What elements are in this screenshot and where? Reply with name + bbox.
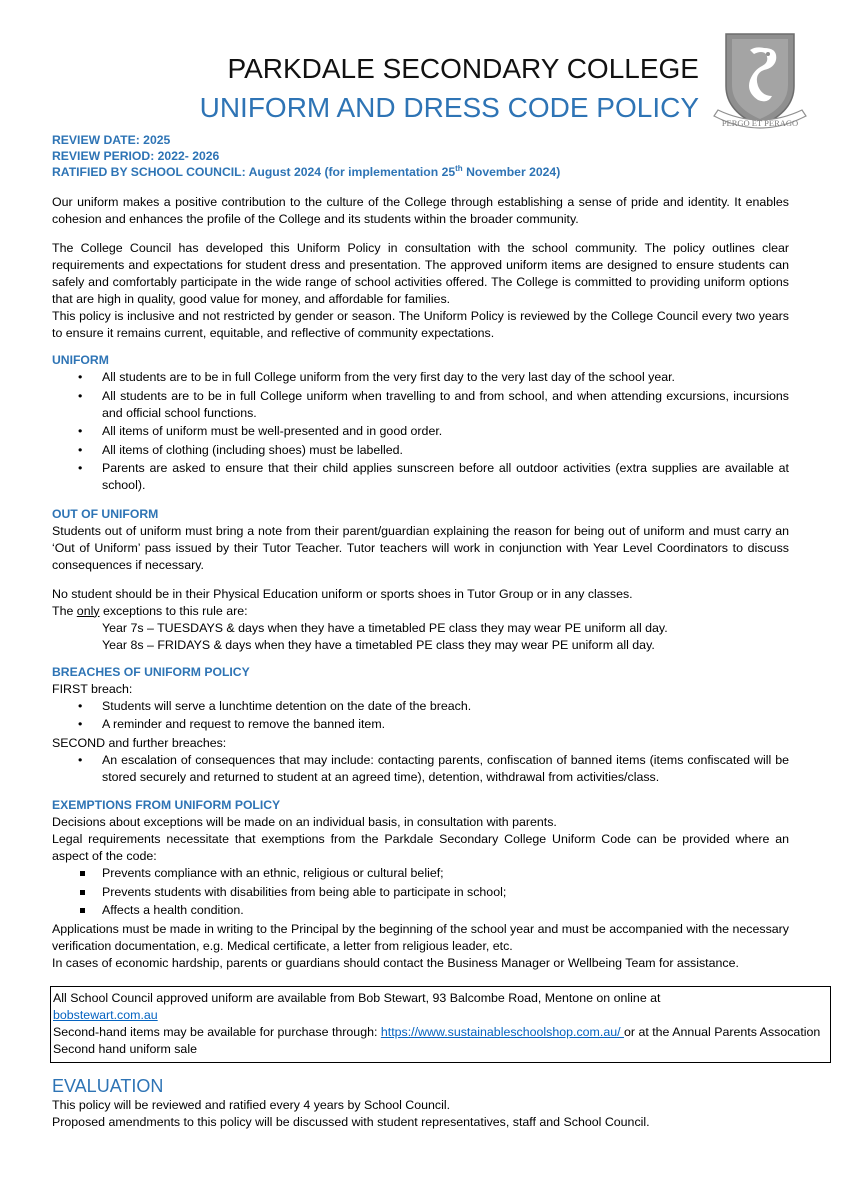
breaches-heading: BREACHES OF UNIFORM POLICY (52, 664, 250, 679)
list-item: • Students will serve a lunchtime detention on the date of the breach. (78, 698, 472, 713)
list-item: • Parents are asked to ensure that their child applies sunscreen before all outdoor activities (extra supplies are available at school). (78, 461, 789, 492)
second-breach-label: SECOND and further breaches: (52, 735, 227, 750)
second-breach-list (52, 752, 789, 786)
second-hand-line: Second-hand items may be available for purchase through: https://www.sustainableschoolshop.com.au/ or at the Annual Parents Assocation Second hand uniform sale (53, 1024, 821, 1056)
list-item: • All students are to be in full College uniform when travelling to and from school, and when attending excursions, incursions and official school functions. (78, 388, 789, 420)
out-of-uniform-paragraph: Students out of uniform must bring a note from their parent/guardian explaining the reason for being out of uniform and must carry an ‘Out of Uniform’ pass issued by their Tutor Teacher. Tutor teachers will work in conjunction with Year Level Coordinators to discuss consequences if necessary. (52, 523, 789, 572)
review-period: REVIEW PERIOD: 2022- 2026 (52, 149, 220, 163)
first-breach-list (52, 698, 789, 734)
uniform-heading: UNIFORM (52, 353, 109, 367)
supplier-line: All School Council approved uniform are available from Bob Stewart, 93 Balcombe Road, Mentone on online at (53, 990, 661, 1005)
list-item: Prevents compliance with an ethnic, religious or cultural belief; (52, 865, 789, 882)
evaluation-heading: EVALUATION (52, 1075, 164, 1096)
exemptions-paragraph-1: Decisions about exceptions will be made on an individual basis, in consultation with parents. (52, 815, 557, 829)
first-breach-label: FIRST breach: (52, 681, 133, 696)
college-crest-logo (712, 30, 808, 136)
intro-paragraph-3: This policy is inclusive and not restricted by gender or season. The Uniform Policy is reviewed by the College Council every two years to ensure it remains current, equitable, and reflective of community expectations. (52, 309, 789, 340)
exemptions-paragraph-3: Applications must be made in writing to the Principal by the beginning of the school year and must be accompanied with the necessary verification documentation, e.g. Medical certificate, a letter from religious leader, etc. (52, 921, 789, 953)
supplier-info-box (50, 986, 831, 1063)
list-item: • A reminder and request to remove the banned item. (78, 717, 386, 731)
exemptions-paragraph-2: Legal requirements necessitate that exemptions from the Parkdale Secondary College Uniform Code can be provided where an aspect of the code: (52, 832, 789, 863)
year7-exception: Year 7s – TUESDAYS & days when they have a timetabled PE class they may wear PE uniform all day. (102, 620, 668, 635)
evaluation-paragraph-1: This policy will be reviewed and ratified every 4 years by School Council. (52, 1097, 451, 1112)
exemptions-list (52, 865, 789, 919)
list-item: • All items of uniform must be well-presented and in good order. (78, 424, 443, 438)
list-item: • All items of clothing (including shoes) must be labelled. (78, 442, 403, 457)
policy-meta (52, 132, 560, 180)
bobstewart-link[interactable]: bobstewart.com.au (53, 1007, 158, 1022)
policy-body (52, 194, 821, 1131)
out-of-uniform-heading: OUT OF UNIFORM (52, 506, 159, 521)
school-name: PARKDALE SECONDARY COLLEGE (227, 53, 699, 84)
evaluation-paragraph-2: Proposed amendments to this policy will be discussed with student representatives, staff and School Council. (52, 1114, 650, 1129)
year8-exception: Year 8s – FRIDAYS & days when they have a timetabled PE class they may wear PE uniform all day. (102, 637, 655, 652)
exceptions-intro: The only exceptions to this rule are: (52, 603, 248, 618)
sustainable-shop-link[interactable]: https://www.sustainableschoolshop.com.au/ (380, 1024, 624, 1039)
ratified-line: RATIFIED BY SCHOOL COUNCIL: August 2024 (for implementation 25th November 2024) (52, 163, 561, 179)
intro-paragraph-1: Our uniform makes a positive contribution to the culture of the College through establishing a sense of pride and identity. It enables cohesion and enhances the profile of the College and its students within the broader community. (52, 195, 789, 226)
exemptions-paragraph-4: In cases of economic hardship, parents or guardians should contact the Business Manager or Wellbeing Team for assistance. (52, 955, 739, 970)
policy-title: UNIFORM AND DRESS CODE POLICY (199, 92, 699, 123)
exemptions-heading: EXEMPTIONS FROM UNIFORM POLICY (52, 798, 281, 812)
review-date: REVIEW DATE: 2025 (52, 133, 171, 147)
list-item: • All students are to be in full College uniform from the very first day to the very last day of the school year. (78, 370, 675, 384)
list-item: Prevents students with disabilities from being able to participate in school; (52, 884, 789, 901)
list-item: Affects a health condition. (52, 902, 789, 919)
crest-motto: PERGO ET PERAGO (721, 118, 799, 128)
pe-uniform-rule: No student should be in their Physical Education uniform or sports shoes in Tutor Group or in any classes. (52, 586, 633, 601)
intro-paragraph-2: The College Council has developed this Uniform Policy in consultation with the school community. The policy outlines clear requirements and expectations for student dress and presentation. The approved uniform items are designed to ensure students can safely and comfortably participate in the wide range of school activities offered. The College is committed to providing uniform options that are high in quality, good value for money, and affordable for families. (52, 241, 789, 306)
uniform-list (52, 369, 789, 494)
list-item: • An escalation of consequences that may include: contacting parents, confiscation of banned items (items confiscated will be stored securely and returned to student at an agreed time), detention, withdrawal from activities/class. (78, 752, 789, 784)
